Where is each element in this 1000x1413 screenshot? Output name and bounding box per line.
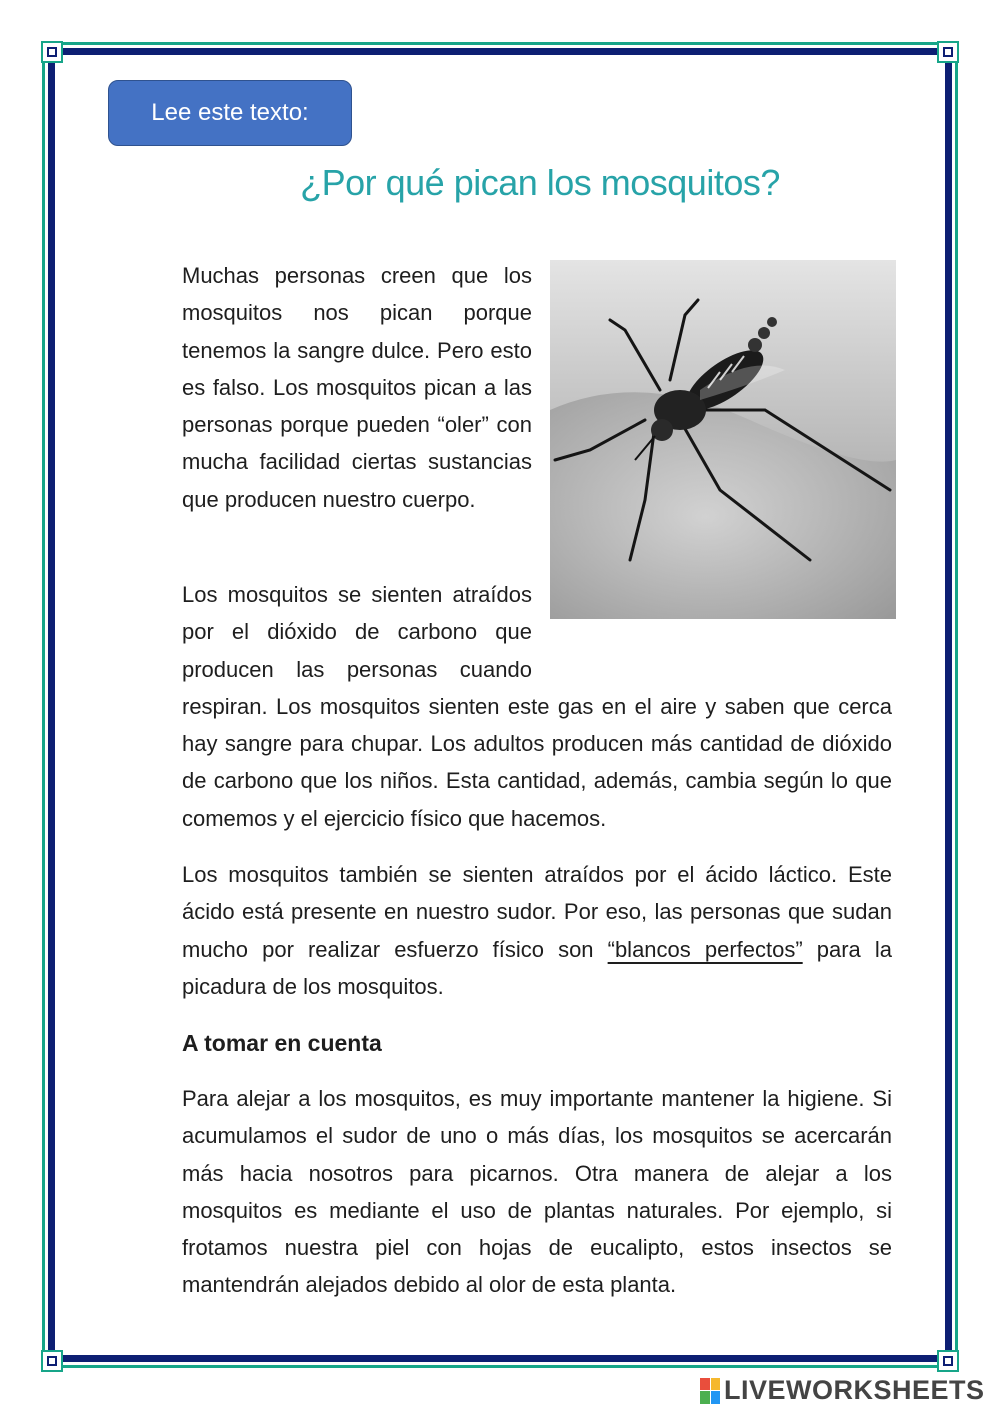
paragraph-1: Muchas personas creen que los mosquitos nos pican porque tenemos la sangre dulce. Pero esto es falso. Los mosquitos pican a las personas porque pueden “oler” con mucha facilidad ciertas sustancias que producen nuestro cuerpo.	[182, 263, 532, 512]
photo-spacer	[532, 576, 892, 652]
liveworksheets-logo-icon	[700, 1378, 720, 1404]
page-title: ¿Por qué pican los mosquitos?	[300, 162, 780, 203]
instruction-label: Lee este texto:	[108, 80, 352, 146]
corner-ornament-icon	[41, 1350, 63, 1372]
paragraph-2: Los mosquitos se sienten atraídos por el dióxido de carbono que producen las personas cuando respiran. Los mosquitos sienten este gas en el aire y saben que cerca hay sangre para chupar. Los adultos producen más cantidad de dióxido de carbono que los niños. Esta cantidad, además, cambia según lo que comemos y el ejercicio físico que hacemos.	[182, 582, 892, 831]
brand-name: LIVEWORKSHEETS	[724, 1375, 985, 1405]
paragraph-3	[182, 856, 892, 1005]
brand-watermark	[700, 1375, 985, 1406]
paragraph-3-text: Los mosquitos también se sienten atraídos por el ácido láctico. Este ácido está presente en nuestro sudor. Por eso, las personas que sudan mucho por realizar esfuerzo físico son	[182, 862, 892, 962]
paragraph-2-container	[182, 576, 892, 837]
mosquito-photo	[550, 260, 896, 619]
corner-ornament-icon	[937, 1350, 959, 1372]
highlighted-phrase: “blancos perfectos”	[607, 936, 803, 962]
paragraph-3-end: para la picadura de los mosquitos.	[182, 936, 892, 999]
section-subheading: A tomar en cuenta	[182, 1030, 382, 1056]
paragraph-4: Para alejar a los mosquitos, es muy importante mantener la higiene. Si acumulamos el sudor de uno o más días, los mosquitos se acercarán más hacia nosotros para picarnos. Otra manera de alejar a los mosquitos es mediante el uso de plantas naturales. Por ejemplo, si frotamos nuestra piel con hojas de eucalipto, estos insectos se mantendrán alejados debido al olor de esta planta.	[182, 1086, 892, 1298]
corner-ornament-icon	[937, 41, 959, 63]
corner-ornament-icon	[41, 41, 63, 63]
